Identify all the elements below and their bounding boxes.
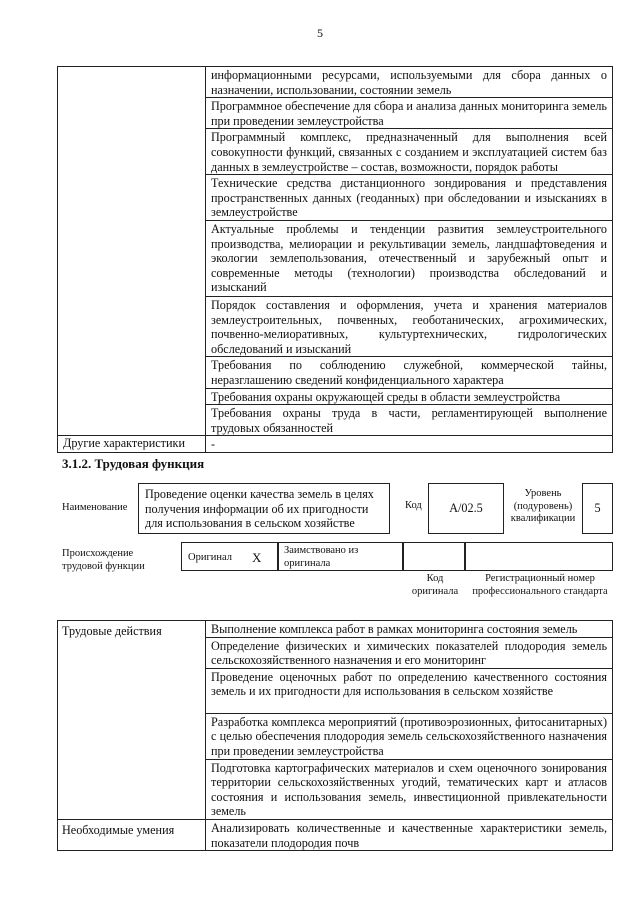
level-label: Уровень (подуровень) квалификации (510, 488, 576, 524)
knowledge-item: Порядок составления и оформления, учета и хранения материалов землеустроительных, почвенных, геоботанических, агрохимических, почвенно-мелиоративных, культуртехнических, гидрологических обследований и изысканий (206, 296, 613, 356)
knowledge-item: Программное обеспечение для сбора и анализа данных мониторинга земель при проведении землеустройства (206, 98, 613, 129)
labor-action-item: Разработка комплекса мероприятий (противоэрозионных, фитосанитарных) с целью обеспечения плодородия земель сельскохозяйственного назначения при проведении землеустройства (206, 713, 613, 759)
table-row (58, 67, 613, 98)
knowledge-item: Требования по соблюдению служебной, коммерческой тайны, неразглашению сведений конфиденциального характера (206, 357, 613, 388)
level-box: 5 (582, 483, 613, 534)
skill-item: Анализировать количественные и качественные характеристики земель, показатели плодородия почв (206, 819, 613, 850)
code-original-label: Код оригинала (411, 573, 459, 597)
table-row (58, 436, 613, 453)
other-characteristics-value: - (206, 436, 613, 453)
table-row (58, 621, 613, 638)
knowledge-item: Программный комплекс, предназначенный для выполнения всей совокупности функций, связанных с созданием и эксплуатацией систем баз данных в землеустройстве – состав, возможности, порядок работы (206, 129, 613, 175)
labor-actions-table (57, 620, 613, 851)
labor-action-item: Определение физических и химических показателей плодородия земель сельскохозяйственного назначения и его мониторинг (206, 637, 613, 668)
borrowed-label: Заимствовано из оригинала (284, 545, 359, 569)
labor-action-item: Подготовка картографических материалов и схем оценочного зонирования территории сельскохозяйственных угодий, тематических карт и атласов состояния и использования земель, инвестиционной привлекательности земель (206, 759, 613, 819)
labor-action-item: Выполнение комплекса работ в рамках мониторинга состояния земель (206, 621, 613, 638)
function-code-box: A/02.5 (428, 483, 504, 534)
original-mark: X (252, 550, 262, 565)
table-cell-empty (58, 67, 206, 436)
knowledge-item: Актуальные проблемы и тенденции развития землеустроительного производства, мелиорации и рекультивации земель, ландшафтоведения и экологии землепользования, отечественный и зарубежный опыт и современные методы (технологии) производства обследований и изысканий (206, 220, 613, 296)
table-row (58, 819, 613, 850)
page-number: 5 (317, 26, 323, 40)
knowledge-item: информационными ресурсами, используемыми для сбора данных о назначении, использовании, состоянии земель (206, 67, 613, 98)
knowledge-table (57, 66, 613, 453)
origin-label: Происхождение трудовой функции (62, 548, 145, 572)
origin-reg-cell (465, 542, 613, 571)
origin-code-cell (403, 542, 465, 571)
knowledge-item: Требования охраны окружающей среды в области землеустройства (206, 388, 613, 405)
function-name-box: Проведение оценки качества земель в целях получения информации об их пригодности для использования в сельском хозяйстве (138, 483, 390, 534)
section-title: 3.1.2. Трудовая функция (62, 456, 205, 471)
other-characteristics-label: Другие характеристики (58, 436, 206, 453)
labor-action-item: Проведение оценочных работ по определению качественного состояния земель и их пригодности для использования в сельском хозяйстве (206, 668, 613, 713)
reg-number-label: Регистрационный номер профессионального стандарта (472, 573, 608, 597)
skills-label: Необходимые умения (58, 819, 206, 850)
name-label: Наименование (62, 502, 128, 513)
labor-actions-label: Трудовые действия (58, 621, 206, 820)
original-label: Оригинал (188, 552, 232, 563)
knowledge-item: Требования охраны труда в части, регламентирующей выполнение трудовых обязанностей (206, 405, 613, 436)
knowledge-item: Технические средства дистанционного зондирования и представления пространственных данных (геоданных) при обследовании и изысканиях в землеустройстве (206, 175, 613, 221)
code-label: Код (405, 500, 422, 511)
